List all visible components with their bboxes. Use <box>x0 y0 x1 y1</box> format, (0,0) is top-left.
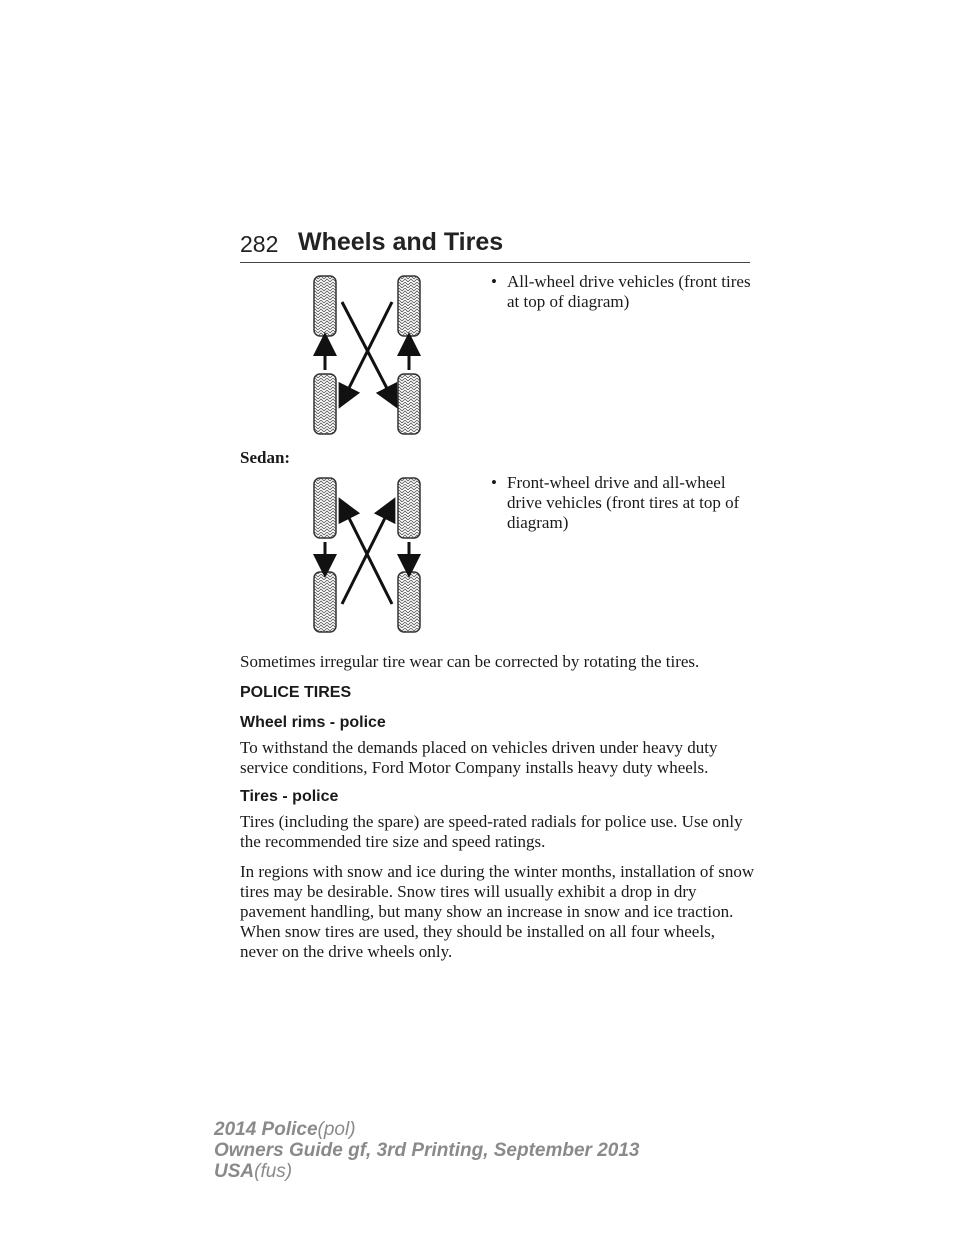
para-rotation: Sometimes irregular tire wear can be corrected by rotating the tires. <box>240 652 700 671</box>
footer-model-code: (pol) <box>317 1119 356 1140</box>
bullet-awd-text: All-wheel drive vehicles (front tires at top of diagram) <box>507 272 751 311</box>
sedan-label: Sedan: <box>240 448 291 467</box>
arrow-rear-left-to-front-right <box>342 508 390 604</box>
sedan-tire-front-right <box>398 478 420 538</box>
para-snow-tires: In regions with snow and ice during the winter months, installation of snow tires may be desirable. Snow tires will usually exhibit a drop in dry pavement handling, but many show an increase in snow and ice traction. When snow tires are used, they should be installed on all four wheels, never on the drive wheels only. <box>240 862 755 961</box>
chapter-title: Wheels and Tires <box>298 228 504 256</box>
para-tires-police: Tires (including the spare) are speed-rated radials for police use. Use only the recommended tire size and speed ratings. <box>240 812 743 851</box>
footer-line-1 <box>214 1120 356 1140</box>
tire-rear-right <box>398 374 420 434</box>
bullet-fwd-awd-text: Front-wheel drive and all-wheel drive vehicles (front tires at top of diagram) <box>507 473 740 532</box>
sedan-tire-front-left <box>314 478 336 538</box>
tire-rear-left <box>314 374 336 434</box>
bullet-awd: • All-wheel drive vehicles (front tires at top of diagram) <box>491 272 751 311</box>
sedan-tire-rear-right <box>398 572 420 632</box>
heading-tires-police: Tires - police <box>240 788 339 805</box>
tire-rotation-diagram-sedan <box>300 472 440 637</box>
tire-front-right <box>398 276 420 336</box>
page-number: 282 <box>240 231 279 257</box>
para-wheel-rims: To withstand the demands placed on vehicles driven under heavy duty service conditions, Ford Motor Company installs heavy duty wheels. <box>240 738 718 777</box>
tire-rotation-diagram-awd <box>300 270 440 440</box>
heading-wheel-rims: Wheel rims - police <box>240 714 386 731</box>
footer-guide: Owners Guide gf, 3rd Printing, September 2013 <box>214 1140 640 1161</box>
footer-model: 2014 Police <box>214 1119 318 1140</box>
bullet-fwd-awd: • Front-wheel drive and all-wheel drive vehicles (front tires at top of diagram) <box>491 473 753 533</box>
footer-line-3 <box>214 1162 292 1182</box>
footer-line-2 <box>214 1141 640 1161</box>
heading-police-tires: POLICE TIRES <box>240 684 352 701</box>
arrow-rear-right-to-front-left <box>344 508 392 604</box>
footer-market-code: (fus) <box>254 1161 293 1182</box>
header-rule <box>240 262 750 263</box>
tire-front-left <box>314 276 336 336</box>
footer-market: USA <box>214 1161 255 1182</box>
sedan-tire-rear-left <box>314 572 336 632</box>
